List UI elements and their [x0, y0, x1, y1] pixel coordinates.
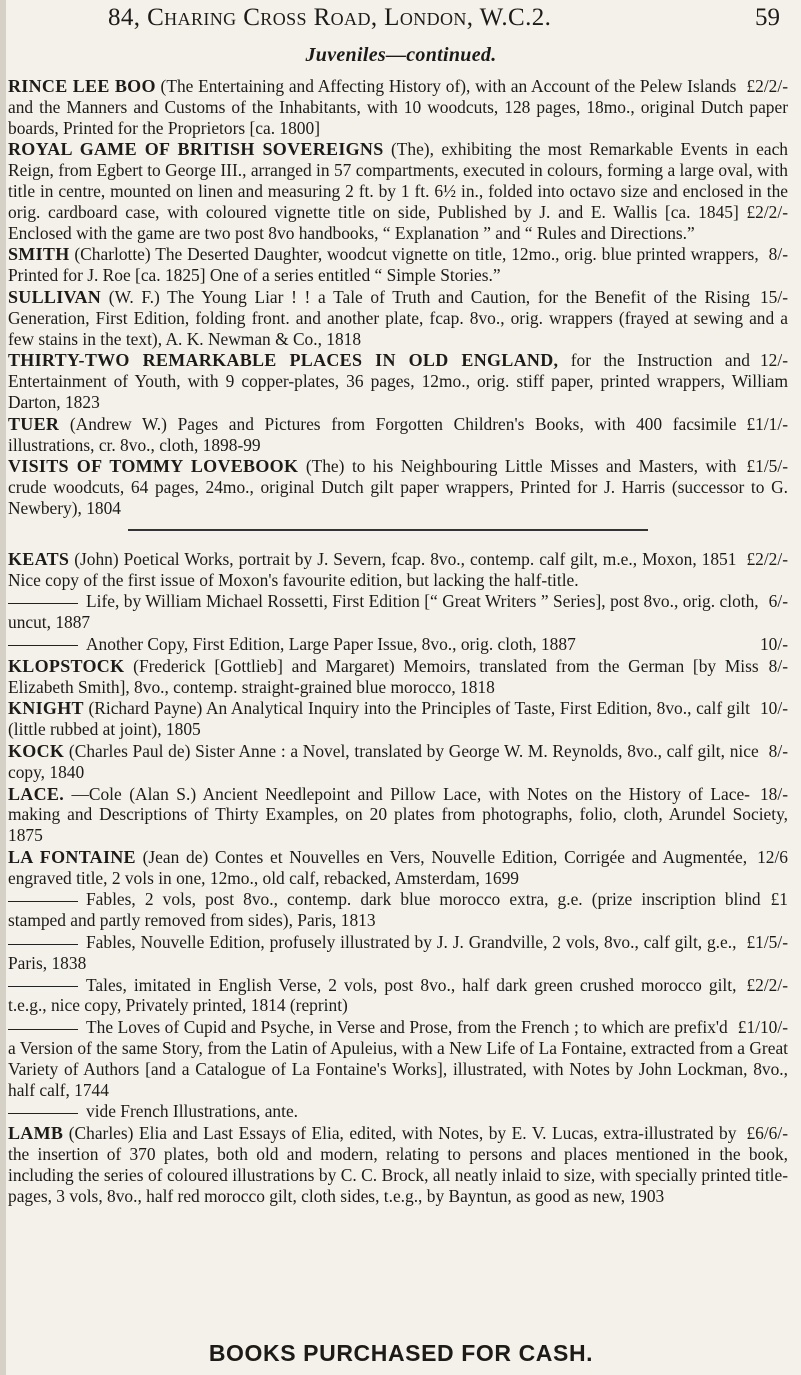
entry-price: 10/-	[759, 698, 788, 719]
catalogue-entry	[8, 698, 788, 740]
entry-author: TUER	[8, 413, 60, 434]
ditto-rule	[8, 986, 78, 987]
entry-author: KEATS	[8, 548, 70, 569]
catalogue-entry	[8, 139, 788, 243]
entry-description: vide French Illustrations, ante.	[86, 1101, 299, 1122]
entry-price: £1	[770, 889, 788, 910]
catalogue-entry	[8, 656, 788, 698]
entry-author: VISITS OF TOMMY LOVEBOOK	[8, 456, 299, 477]
entry-author: KNIGHT	[8, 698, 84, 719]
entry-description: (Richard Payne) An Analytical Inquiry into the Principles of Taste, First Edition, 8vo., calf gilt (little rubbed at joint), 1805	[8, 698, 750, 740]
catalogue-entry	[8, 784, 788, 846]
catalogue-entry	[8, 975, 788, 1017]
entry-price: £2/2/-	[746, 974, 788, 995]
catalogue-entry	[8, 634, 788, 655]
catalogue-entry	[8, 549, 788, 591]
page-header	[108, 4, 794, 46]
entry-price: 8/-	[768, 655, 788, 676]
entry-description: —Cole (Alan S.) Ancient Needlepoint and Pillow Lace, with Notes on the History of Lace-making and Descriptions of Thirty Examples, on 20 plates from photographs, folio, cloth, Arundel Society, 1875	[8, 783, 788, 846]
entry-price: 15/-	[759, 286, 788, 307]
catalogue-entry	[8, 76, 788, 138]
catalogue-entry	[8, 244, 788, 286]
catalogue-entry	[8, 1017, 788, 1100]
entry-price: 8/-	[768, 740, 788, 761]
catalogue-entry	[8, 350, 788, 412]
entry-author: SMITH	[8, 244, 70, 265]
entry-author: KLOPSTOCK	[8, 655, 125, 676]
footer-banner: BOOKS PURCHASED FOR CASH.	[208, 1340, 594, 1366]
entry-description: (Frederick [Gottlieb] and Margaret) Memoirs, translated from the German [by Miss Elizabeth Smith], 8vo., contemp. straight-grained blue morocco, 1818	[8, 655, 759, 697]
header-address: 84, Charing Cross Road, London, W.C.2.	[108, 4, 552, 31]
entry-description: Tales, imitated in English Verse, 2 vols, post 8vo., half dark green crushed morocco gilt, t.e.g., nice copy, Privately printed, 1814 (reprint)	[8, 974, 737, 1016]
entry-price: £1/5/-	[746, 932, 788, 953]
entry-author: SULLIVAN	[8, 286, 102, 307]
entry-description: Another Copy, First Edition, Large Paper Issue, 8vo., orig. cloth, 1887	[86, 633, 576, 654]
ditto-rule	[8, 603, 78, 604]
catalogue-entry	[8, 287, 788, 349]
catalogue-entry	[8, 591, 788, 633]
entry-author: ROYAL GAME OF BRITISH SOVEREIGNS	[8, 139, 384, 160]
entry-author: LAMB	[8, 1123, 64, 1144]
entry-description: for the Instruction and Entertainment of Youth, with 9 copper-plates, 36 pages, 12mo., orig. stiff paper, printed wrappers, William Darton, 1823	[8, 350, 788, 412]
entry-description: The Loves of Cupid and Psyche, in Verse and Prose, from the French ; to which are prefix'd a Version of the same Story, from the Latin of Apuleius, with a New Life of La Fontaine, extracted from a Great Variety of Authors [and a Catalogue of La Fontaine's Works], illustrated, with Notes by John Lockman, 8vo., half calf, 1744	[8, 1017, 788, 1100]
entry-description: (Charlotte) The Deserted Daughter, woodcut vignette on title, 12mo., orig. blue printed wrappers, Printed for J. Roe [ca. 1825] One of a series entitled “ Simple Stories.”	[8, 244, 759, 286]
catalogue-entry	[8, 741, 788, 783]
catalogue-entry	[8, 889, 788, 931]
catalogue-entry	[8, 847, 788, 889]
page-edge-shadow	[0, 0, 6, 1375]
catalogue-entries	[8, 76, 788, 1207]
ditto-rule	[8, 1113, 78, 1114]
entry-author: KOCK	[8, 740, 65, 761]
entry-description: (Charles Paul de) Sister Anne : a Novel, translated by George W. M. Reynolds, 8vo., calf gilt, nice copy, 1840	[8, 740, 759, 782]
entry-description: Fables, 2 vols, post 8vo., contemp. dark blue morocco extra, g.e. (prize inscription blind stamped and partly removed from sides), Paris, 1813	[8, 889, 761, 931]
entry-description: (Andrew W.) Pages and Pictures from Forgotten Children's Books, with 400 facsimile illustrations, cr. 8vo., cloth, 1898-99	[8, 413, 737, 455]
entry-price: 6/-	[768, 591, 788, 612]
entry-description: Fables, Nouvelle Edition, profusely illustrated by J. J. Grandville, 2 vols, 8vo., calf gilt, g.e., Paris, 1838	[8, 932, 737, 973]
catalogue-entry	[8, 1101, 788, 1122]
entry-description: (John) Poetical Works, portrait by J. Severn, fcap. 8vo., contemp. calf gilt, m.e., Moxon, 1851 Nice copy of the first issue of Moxon's favourite edition, but lacking the half-title.	[8, 548, 737, 590]
entry-author: LACE.	[8, 783, 65, 804]
entries-group-k-l	[8, 549, 788, 1207]
entry-price: 18/-	[759, 783, 788, 804]
entry-description: (Jean de) Contes et Nouvelles en Vers, Nouvelle Edition, Corrigée and Augmentée, engraved title, 2 vols in one, 12mo., old calf, rebacked, Amsterdam, 1699	[8, 846, 748, 888]
catalogue-entry	[8, 1123, 788, 1206]
entry-description: (Charles) Elia and Last Essays of Elia, edited, with Notes, by E. V. Lucas, extra-illustrated by the insertion of 370 plates, both old and modern, relating to persons and places mentioned in the book, including the series of coloured illustrations by C. C. Brock, all neatly inlaid to size, with specially printed title-pages, 3 vols, 8vo., half red morocco gilt, cloth sides, t.e.g., by Bayntun, as good as new, 1903	[8, 1123, 788, 1206]
ditto-rule	[8, 944, 78, 945]
entry-author: THIRTY-TWO REMARKABLE PLACES IN OLD ENGLAND,	[8, 350, 559, 371]
entry-price: 8/-	[768, 244, 788, 265]
catalogue-entry	[8, 414, 788, 456]
entry-description: (The Entertaining and Affecting History of), with an Account of the Pelew Islands and the Manners and Customs of the Inhabitants, with 10 woodcuts, 128 pages, 18mo., original Dutch paper boards, Printed for the Proprietors [ca. 1800]	[8, 76, 788, 138]
catalogue-entry	[8, 456, 788, 518]
entry-price: £6/6/-	[746, 1123, 788, 1144]
entry-price: £2/2/-	[746, 548, 788, 569]
catalogue-entry	[8, 932, 788, 974]
entry-price: 10/-	[759, 633, 788, 654]
entry-description: (W. F.) The Young Liar ! ! a Tale of Truth and Caution, for the Benefit of the Rising Generation, First Edition, folding front. and another plate, fcap. 8vo., orig. wrappers (frayed at sewing and a few stains in the text), A. K. Newman & Co., 1818	[8, 286, 788, 349]
ditto-rule	[8, 1029, 78, 1030]
entry-author: RINCE LEE BOO	[8, 76, 156, 96]
section-divider	[128, 529, 648, 531]
entry-description: Life, by William Michael Rossetti, First Edition [“ Great Writers ” Series], post 8vo., orig. cloth, uncut, 1887	[8, 591, 759, 633]
entry-price: 12/6	[757, 846, 788, 867]
entry-price: £1/1/-	[746, 413, 788, 434]
entry-price: £2/2/-	[746, 76, 788, 96]
ditto-rule	[8, 901, 78, 902]
entry-description: (The), exhibiting the most Remarkable Events in each Reign, from Egbert to George III., arranged in 57 compartments, executed in colours, forming a large oval, with title in centre, mounted on linen and measuring 2 ft. by 1 ft. 6½ in., folded into octavo size and enclosed in the orig. cardboard case, with coloured vignette title on side, Published by J. and E. Wallis [ca. 1845] £2/2/- Enclosed with the game are two post 8vo handbooks, “ Explanation ” and “ Rules and Directions.”	[8, 139, 788, 243]
section-title: Juveniles—continued.	[305, 44, 497, 66]
ditto-rule	[8, 645, 78, 646]
entry-description: (The) to his Neighbouring Little Misses and Masters, with crude woodcuts, 64 pages, 24mo., original Dutch gilt paper wrappers, Printed for J. Harris (successor to G. Newbery), 1804	[8, 456, 788, 518]
entry-price: £1/10/-	[737, 1017, 788, 1038]
entries-group-juveniles	[8, 76, 788, 519]
catalogue-page	[8, 0, 794, 1375]
entry-price: £1/5/-	[746, 456, 788, 477]
page-number: 59	[755, 4, 780, 31]
entry-price: 12/-	[759, 350, 788, 371]
entry-author: LA FONTAINE	[8, 846, 136, 867]
